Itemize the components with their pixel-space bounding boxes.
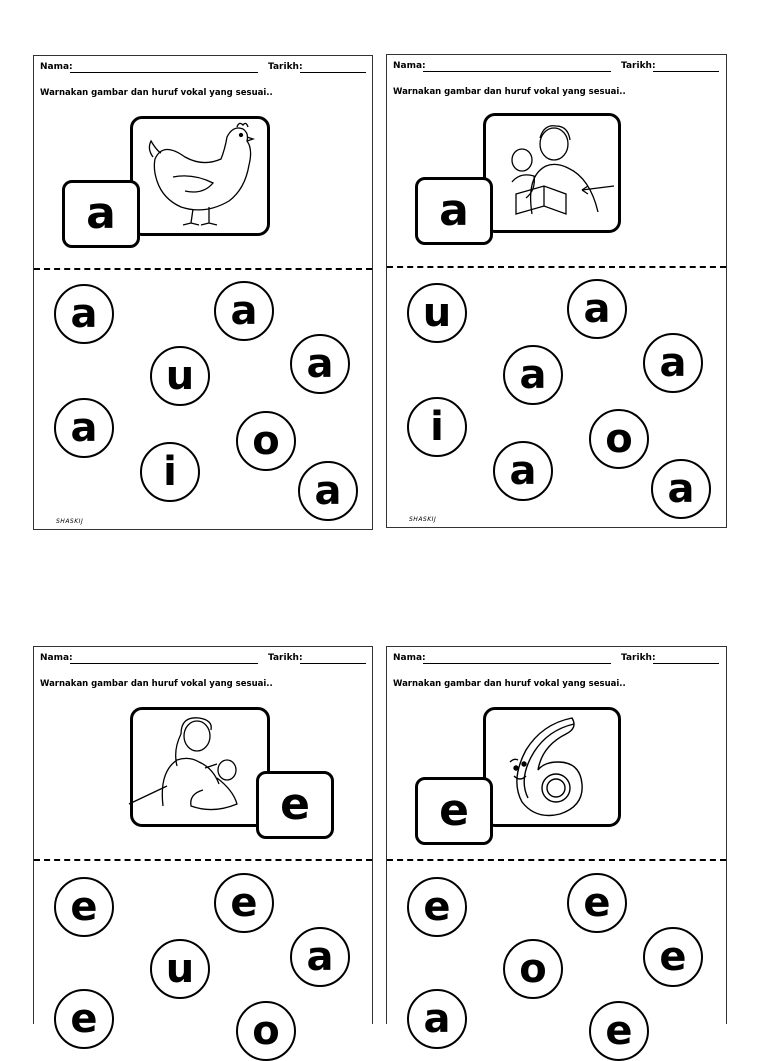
name-line bbox=[70, 72, 258, 73]
cut-line bbox=[34, 268, 372, 270]
picture-frame bbox=[483, 113, 621, 233]
worksheet-header bbox=[40, 62, 364, 78]
picture-frame bbox=[130, 707, 270, 827]
date-line bbox=[653, 71, 719, 72]
vowel-circle[interactable]: a bbox=[214, 281, 274, 341]
worksheet-header bbox=[40, 653, 364, 669]
vowel-circle[interactable]: a bbox=[643, 333, 703, 393]
vowel-circle[interactable]: a bbox=[298, 461, 358, 521]
vowel-circle[interactable]: o bbox=[236, 411, 296, 471]
instruction-text: Warnakan gambar dan huruf vokal yang sesuai.. bbox=[393, 679, 626, 689]
worksheet-1 bbox=[33, 55, 373, 530]
vowel-circle[interactable]: e bbox=[567, 873, 627, 933]
vowel-circle[interactable]: a bbox=[290, 334, 350, 394]
vowel-circle[interactable]: e bbox=[589, 1001, 649, 1061]
vowel-circle[interactable]: u bbox=[407, 283, 467, 343]
vowel-letter-box: a bbox=[415, 177, 493, 245]
worksheet-header bbox=[393, 653, 718, 669]
cut-line bbox=[387, 859, 726, 861]
number-six-icon bbox=[486, 710, 618, 824]
date-line bbox=[300, 663, 366, 664]
name-label: Nama: bbox=[393, 653, 426, 663]
date-line bbox=[653, 663, 719, 664]
date-label: Tarikh: bbox=[268, 62, 303, 72]
name-line bbox=[423, 71, 611, 72]
date-label: Tarikh: bbox=[621, 61, 656, 71]
name-label: Nama: bbox=[393, 61, 426, 71]
date-label: Tarikh: bbox=[621, 653, 656, 663]
name-label: Nama: bbox=[40, 653, 73, 663]
cut-line bbox=[34, 859, 372, 861]
vowel-circle[interactable]: a bbox=[567, 279, 627, 339]
author-signature: SHASKIJ bbox=[409, 516, 437, 523]
instruction-text: Warnakan gambar dan huruf vokal yang sesuai.. bbox=[40, 88, 273, 98]
date-label: Tarikh: bbox=[268, 653, 303, 663]
worksheet-2 bbox=[386, 54, 727, 528]
vowel-letter-box: e bbox=[256, 771, 334, 839]
vowel-circle[interactable]: o bbox=[503, 939, 563, 999]
name-line bbox=[423, 663, 611, 664]
vowel-circle[interactable]: i bbox=[140, 442, 200, 502]
vowel-circle[interactable]: a bbox=[54, 398, 114, 458]
vowel-circle[interactable]: a bbox=[503, 345, 563, 405]
worksheet-header bbox=[393, 61, 718, 77]
vowel-circle[interactable]: e bbox=[214, 873, 274, 933]
picture-frame bbox=[483, 707, 621, 827]
instruction-text: Warnakan gambar dan huruf vokal yang sesuai.. bbox=[40, 679, 273, 689]
vowel-circle[interactable]: u bbox=[150, 346, 210, 406]
vowel-circle[interactable]: e bbox=[643, 927, 703, 987]
vowel-circle[interactable]: a bbox=[54, 284, 114, 344]
author-signature: SHASKIJ bbox=[56, 518, 84, 525]
vowel-circle[interactable]: o bbox=[589, 409, 649, 469]
worksheet-4 bbox=[386, 646, 727, 1054]
name-line bbox=[70, 663, 258, 664]
vowel-letter-box: a bbox=[62, 180, 140, 248]
vowel-circle[interactable]: o bbox=[236, 1001, 296, 1061]
cut-line bbox=[387, 266, 726, 268]
vowel-circle[interactable]: a bbox=[493, 441, 553, 501]
vowel-circle[interactable]: a bbox=[407, 989, 467, 1049]
name-label: Nama: bbox=[40, 62, 73, 72]
mother-baby-icon bbox=[133, 710, 267, 824]
worksheet-3 bbox=[33, 646, 373, 1054]
vowel-letter-box: e bbox=[415, 777, 493, 845]
vowel-circle[interactable]: e bbox=[54, 989, 114, 1049]
vowel-circle[interactable]: e bbox=[54, 877, 114, 937]
vowel-circle[interactable]: i bbox=[407, 397, 467, 457]
vowel-circle[interactable]: e bbox=[407, 877, 467, 937]
vowel-circle[interactable]: a bbox=[651, 459, 711, 519]
instruction-text: Warnakan gambar dan huruf vokal yang sesuai.. bbox=[393, 87, 626, 97]
vowel-circle[interactable]: a bbox=[290, 927, 350, 987]
hen-icon bbox=[133, 119, 267, 233]
vowel-circle[interactable]: u bbox=[150, 939, 210, 999]
picture-frame bbox=[130, 116, 270, 236]
father-child-icon bbox=[486, 116, 618, 230]
date-line bbox=[300, 72, 366, 73]
